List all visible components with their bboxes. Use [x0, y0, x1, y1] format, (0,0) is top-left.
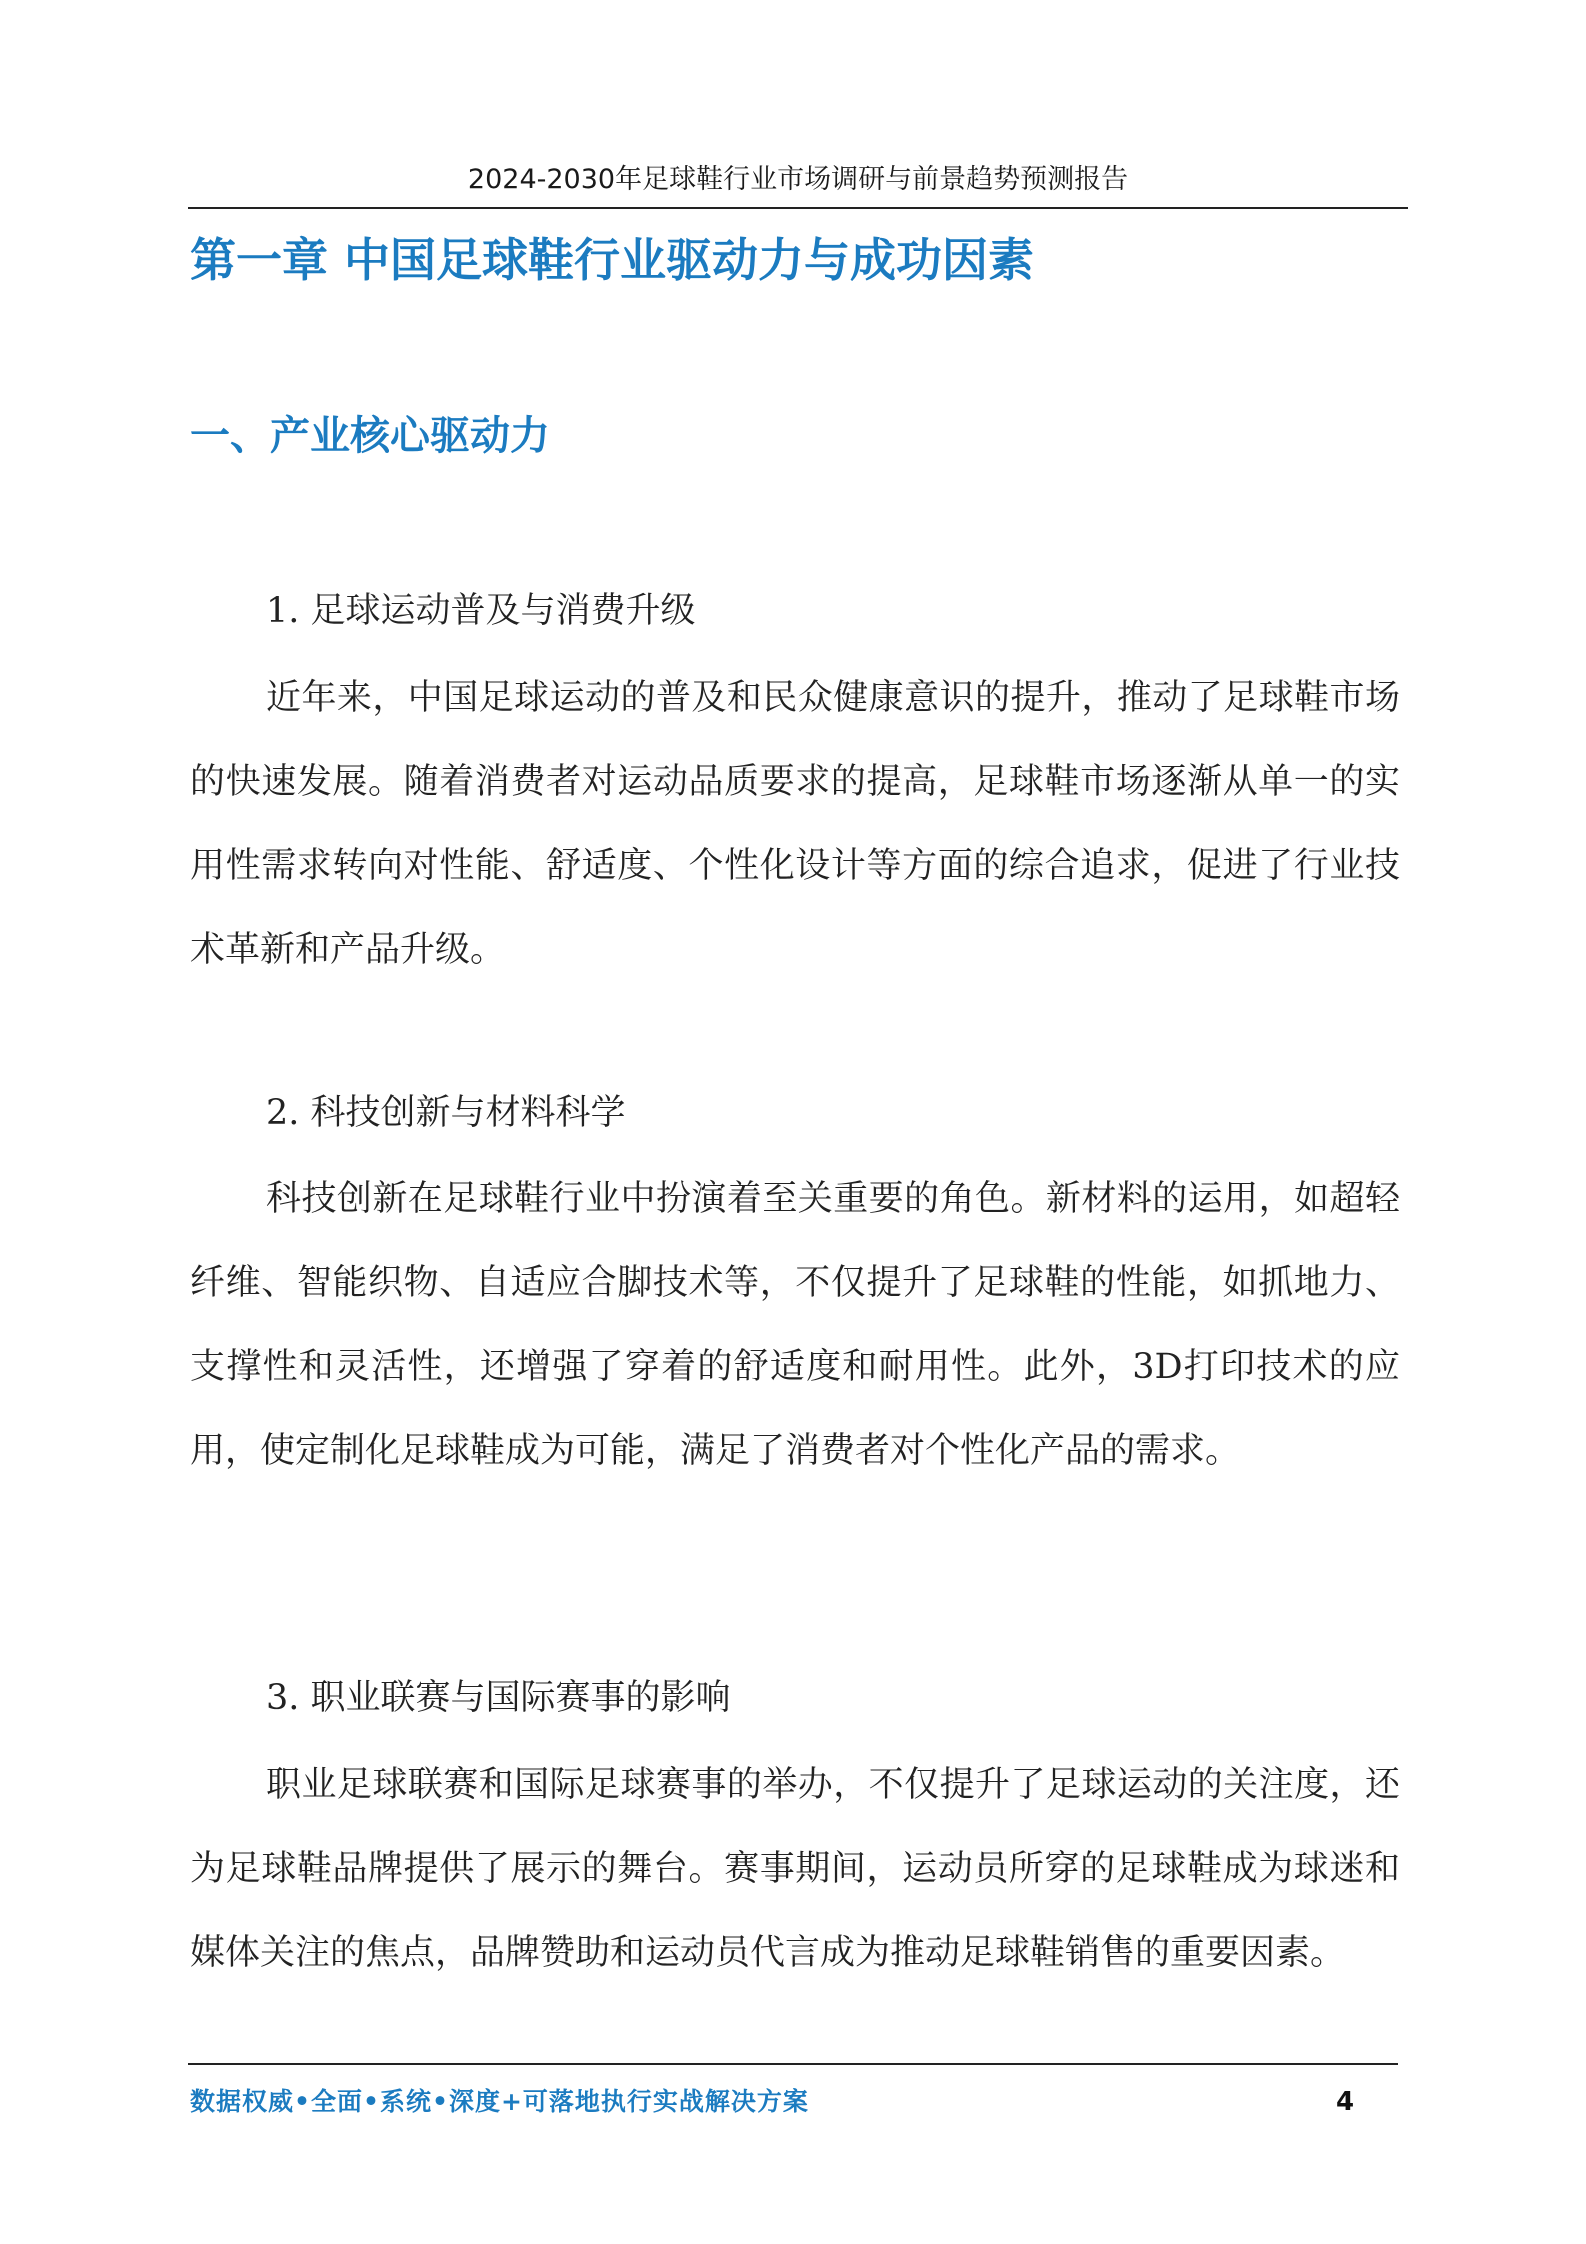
footer-divider: [188, 2063, 1398, 2065]
chapter-title: 第一章 中国足球鞋行业驱动力与成功因素: [190, 233, 1035, 287]
subsection-heading-1: 1. 足球运动普及与消费升级: [266, 591, 696, 631]
page-number: 4: [1336, 2087, 1355, 2117]
paragraph-1: 近年来，中国足球运动的普及和民众健康意识的提升，推动了足球鞋市场的快速发展。随着消费者对运动品质要求的提高，足球鞋市场逐渐从单一的实用性需求转向对性能、舒适度、个性化设计等方面的综合追求，促进了行业技术革新和产品升级。: [190, 678, 1400, 970]
paragraph-2: 科技创新在足球鞋行业中扮演着至关重要的角色。新材料的运用，如超轻纤维、智能织物、自适应合脚技术等，不仅提升了足球鞋的性能，如抓地力、支撑性和灵活性，还增强了穿着的舒适度和耐用性。此外，3D打印技术的应用，使定制化足球鞋成为可能，满足了消费者对个性化产品的需求。: [190, 1179, 1400, 1471]
section-title: 一、产业核心驱动力: [190, 413, 550, 459]
page-header-title: 2024-2030年足球鞋行业市场调研与前景趋势预测报告: [467, 164, 1129, 195]
subsection-heading-2: 2. 科技创新与材料科学: [266, 1093, 626, 1133]
subsection-heading-3: 3. 职业联赛与国际赛事的影响: [266, 1678, 731, 1718]
footer-slogan: 数据权威•全面•系统•深度+可落地执行实战解决方案: [190, 2087, 809, 2116]
header-divider: [188, 207, 1408, 209]
paragraph-3: 职业足球联赛和国际足球赛事的举办，不仅提升了足球运动的关注度，还为足球鞋品牌提供了展示的舞台。赛事期间，运动员所穿的足球鞋成为球迷和媒体关注的焦点，品牌赞助和运动员代言成为推动足球鞋销售的重要因素。: [190, 1765, 1400, 1973]
